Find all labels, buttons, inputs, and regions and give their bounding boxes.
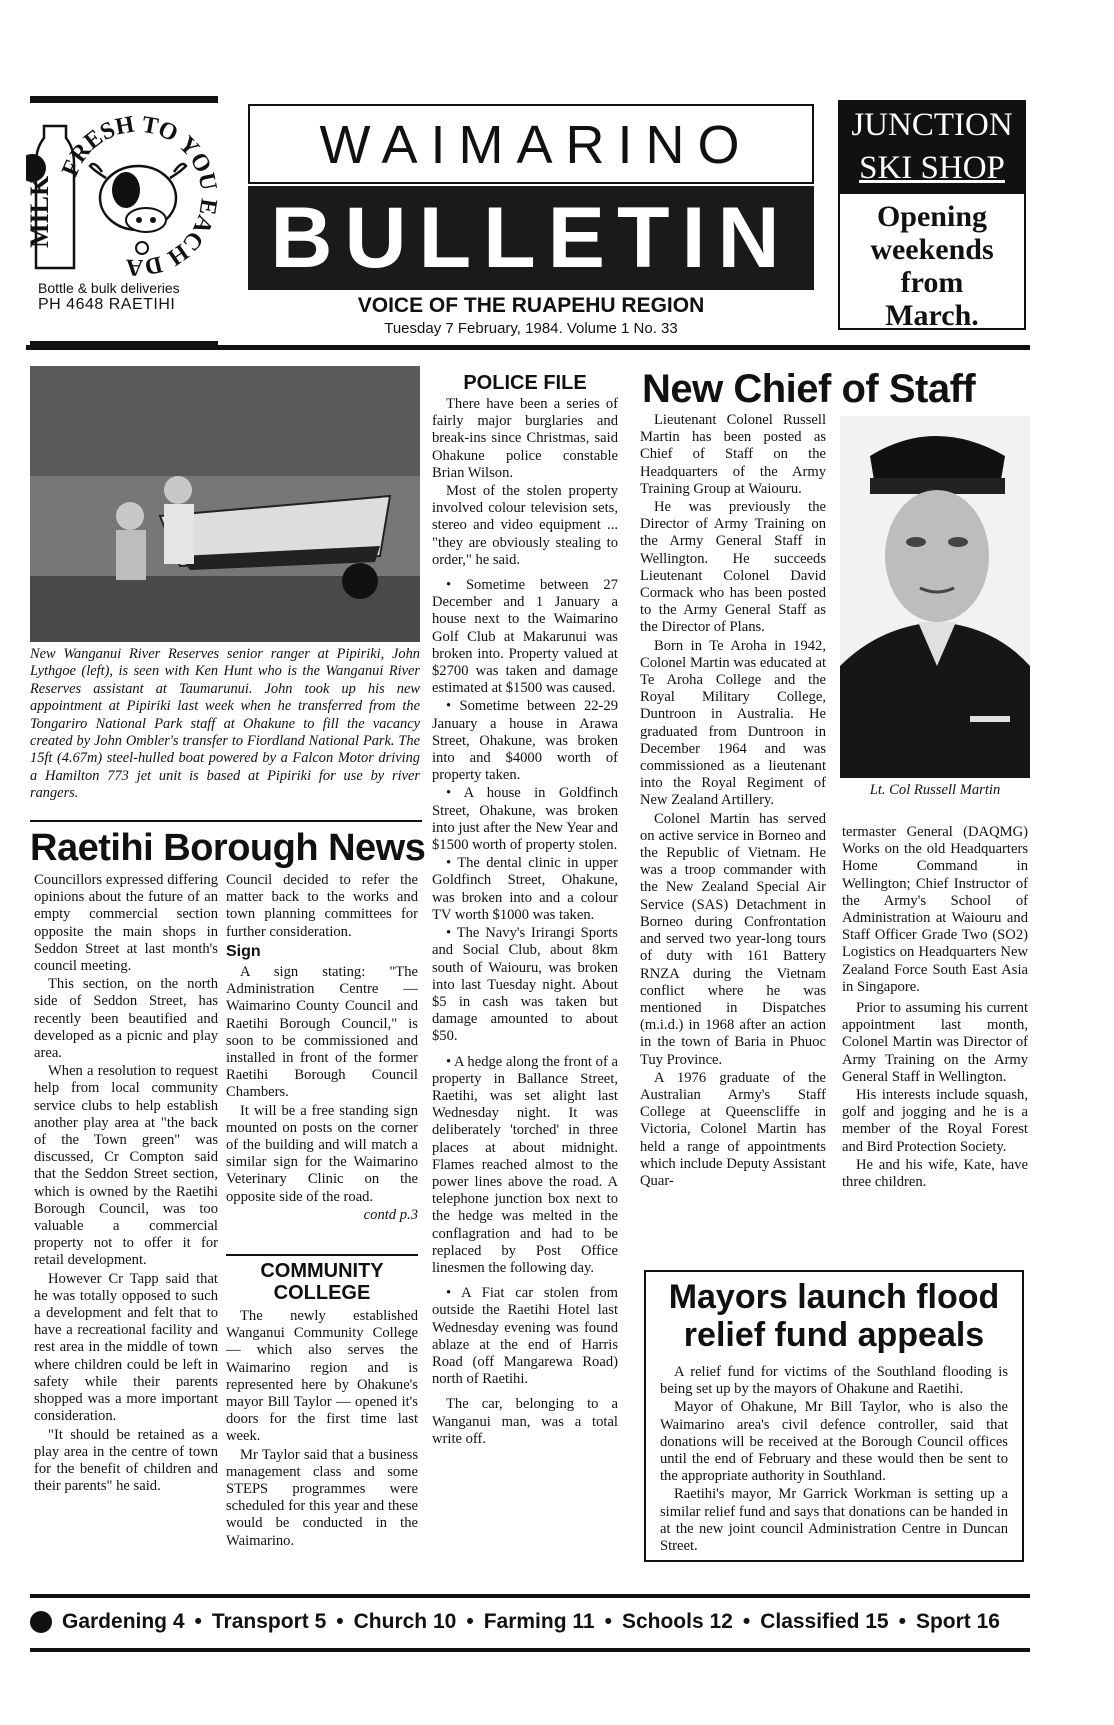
borough-col1-para: "It should be retained as a play area in the centre of town for the benefit of children and their parents" he said. [34,1426,218,1495]
chief-col1-para: A 1976 graduate of the Australian Army's Staff College at Queenscliffe in Victoria, Colonel Martin has held a range of appointments which include Deputy Assistant Quar- [640,1069,826,1189]
borough-news-col2 [226,872,418,1224]
masthead-bottom-rule [26,345,1030,350]
borough-col1-para: Councillors expressed differing opinions about the future of an empty commercial section opposite the main shops in Seddon Street at last month's council meeting. [34,872,218,975]
mayors-flood-relief-box [644,1270,1024,1562]
police-file-body [432,396,618,1449]
index-item-sport[interactable]: Sport 16 [915,1610,1000,1633]
community-college-para: The newly established Wanganui Community College — which also serves the Waimarino region and is represented here by Ohakune's mayor Bill Taylor — opened it's doors for the first time last week. [226,1308,418,1445]
ski-shop-opening-text: Opening weekends from March. [870,200,994,332]
borough-col1-para: However Cr Tapp said that he was totally opposed to such a development and felt that to have a recreational facility and rest area in the middle of town where children could be left in safety while their parents shopped was a more important consideration. [34,1270,218,1425]
milk-ad-line1: Bottle & bulk deliveries [38,280,180,296]
police-para: The car, belonging to a Wanganui man, was a total write off. [432,1396,618,1447]
borough-col2-para: Council decided to refer the matter back to the works and town planning committees for further consideration. [226,872,418,940]
sign-subheading: Sign [226,942,261,960]
milk-delivery-ad [26,108,222,318]
community-college-top-rule [226,1254,418,1256]
index-item-transport[interactable]: Transport 5 [211,1610,327,1633]
police-para: • A house in Goldfinch Street, Ohakune, was broken into just after the New Year and $1500 worth of property stolen. [432,785,618,854]
police-para: • The Navy's Irirangi Sports and Social Club, about 8km south of Waiouru, was broken into last Tuesday night. About $5 in cash was taken but damage amounted to about $50. [432,925,618,1045]
police-para: • Sometime between 27 December and 1 January a house next to the Waimarino Golf Club at Makarunui was broken into. Property valued at $2700 was taken and damage estimated at $1500 was caused. [432,577,618,697]
borough-col1-para: When a resolution to request help from local community service clubs to help establish another play area at "the back of the Town green" was discussed, Cr Compton said that the Seddon Street section, which is owned by the Raetihi Borough Council, was too valuable a commercial property not to offer it for retail development. [34,1063,218,1269]
police-para: • A hedge along the front of a property in Ballance Street, Raetihi, was set alight last Wednesday night. It was deliberately 'torched' in three places at about midnight. Flames reached almost to the power lines above the road. A telephone junction box next to the hedge was melted in the conflagration and had to be replaced by Post Office linesmen the following day. [432,1053,618,1276]
ski-shop-name-block [840,102,1024,194]
boat-photo-scene [30,366,420,642]
masthead-dateline: Tuesday 7 February, 1984. Volume 1 No. 33 [384,320,678,337]
index-separator: • [604,1610,612,1633]
police-para: • The dental clinic in upper Goldfinch Street, Ohakune, was broken into and a colour TV worth $1000 was taken. [432,855,618,923]
chief-col2-para: His interests include squash, golf and jogging and he is a member of the Royal Forest and Bird Protection Society. [842,1087,1028,1155]
chief-col1-para: He was previously the Director of Army Training on the Army General Staff in Wellington. He succeeds Lieutenant Colonel David Cormack who has been posted to the Army General Staff as the Director of Plans. [640,499,826,636]
martin-photo-caption: Lt. Col Russell Martin [869,782,1001,798]
borough-contd: contd p.3 [363,1206,418,1223]
chief-col2-para: termaster General (DAQMG) Works on the old Headquarters Home Command in Wellington; Chief Instructor of the Army's School of Administration at Waiouru and Staff Officer Grade Two (SO2) Logistics on Headquarters New Zealand Force South East Asia in Singapore. [842,824,1028,995]
mayors-para: Raetihi's mayor, Mr Garrick Workman is setting up a similar relief fund and says that donations can be handed in at the new joint council Administration Centre in Duncan Street. [660,1486,1008,1555]
index-bar [30,1604,1030,1640]
index-separator: • [194,1610,202,1633]
milk-ad-phone: PH 4648 RAETIHI [38,296,176,313]
index-separator: • [898,1610,906,1633]
borough-col1-para: This section, on the north side of Seddon Street, has recently been beautified and developed as a picnic and play area. [34,976,218,1062]
boat-photo-caption: New Wanganui River Reserves senior ranger at Pipiriki, John Lythgoe (left), is seen with Ken Hunt who is the Wanganui River Reserves assistant at Taumarunui. John took up his new appointment at Pipiriki last week when he transferred from the Tongariro National Park staff at Ohakune to fill the vacancy created by John Ombler's transfer to Fiordland National Park. The 15ft (4.67m) steel-hulled boat powered by a Falcon Motor driving a Hamilton 773 jet unit is based at Pipiriki for use by river rangers. [30,646,420,802]
index-item-farming[interactable]: Farming 11 [483,1610,595,1633]
milk-word: MILK [26,175,54,248]
milk-bottle-logo [26,108,222,278]
mayors-para: A relief fund for victims of the Southland flooding is being set up by the mayors of Ohakune and Raetihi. [660,1364,1008,1398]
police-file-heading: POLICE FILE [463,372,587,394]
police-para: Most of the stolen property involved colour television sets, stereo and video equipment ... "they are obviously stealing to order," he said. [432,483,618,568]
index-item-classified[interactable]: Classified 15 [760,1610,889,1633]
mayors-body [646,1354,1022,1555]
chief-col1-para: Born in Te Aroha in 1942, Colonel Martin was educated at Te Aroha College and the Royal Military College, Duntroon in Australia. He graduated from Duntroon in December 1964 and was commissioned as a lieutenant into the Royal Regiment of New Zealand Artillery. [640,637,826,809]
police-para: • A Fiat car stolen from outside the Raetihi Hotel last Wednesday evening was found ablaze at the end of Harris Road (off Mangarewa Road) north of Raetihi. [432,1285,618,1388]
mayors-headline-line1: Mayors launch flood [668,1278,1000,1316]
index-item-gardening[interactable]: Gardening 4 [62,1610,185,1633]
junction-ski-shop-ad [838,100,1026,330]
ski-shop-name-line1: JUNCTION [851,107,1013,143]
index-separator: • [742,1610,751,1633]
chief-col1-para: Colonel Martin has served on active service in Borneo and the Republic of Vietnam. He was a troop commander with the New Zealand Special Air Service (SAS) Detachment in Borneo during Confrontation and served two year-long tours of duty with 161 Battery RNZA during the Vietnam conflict where he was mentioned in Dispatches (m.i.d.) in 1968 after an action in the town of Baria in Phuoc Tuy Province. [640,810,826,1068]
mayors-para: Mayor of Ohakune, Mr Bill Taylor, who is also the Waimarino area's civil defence controller, said that donations will be received at the Borough Council offices until the end of February and these would then be sent to the appropriate authority in Southland. [660,1399,1008,1485]
community-college-body [226,1308,418,1551]
borough-news-col1 [34,872,218,1496]
masthead-title-box [248,104,814,184]
chief-col1 [640,412,826,1191]
masthead-title-banner [248,186,814,290]
community-college-para: Mr Taylor said that a business management class and some STEPS programmes were scheduled for this year and these would be conducted in the Waimarino. [226,1446,418,1549]
masthead-title-bottom: BULLETIN [270,190,792,286]
mayors-headline-line2: relief fund appeals [683,1316,985,1354]
index-separator: • [466,1610,474,1633]
mayors-headline [646,1278,1022,1354]
borough-news-headline: Raetihi Borough News [30,827,426,869]
community-college-heading-line1: COMMUNITY [260,1260,384,1282]
community-college-heading-line2: COLLEGE [273,1282,371,1304]
chief-col2-para: He and his wife, Kate, have three children. [842,1156,1028,1191]
martin-portrait-photo [840,416,1030,778]
police-para: There have been a series of fairly major burglaries and break-ins since Christmas, said Ohakune police constable Brian Wilson. [432,396,618,481]
chief-col2-para: Prior to assuming his current appointment last month, Colonel Martin was Director of Army Training on the Army General Staff in Wellington. [842,1000,1028,1085]
police-para: • Sometime between 22-29 January a house in Arawa Street, Ohakune, was broken into and $4000 worth of property taken. [432,698,618,784]
index-item-schools[interactable]: Schools 12 [621,1610,733,1633]
chief-col1-para: Lieutenant Colonel Russell Martin has been posted as Chief of Staff on the Headquarters of the Army Training Group at Waiouru. [640,412,826,497]
index-item-church[interactable]: Church 10 [353,1610,457,1633]
community-college-heading [226,1260,418,1304]
masthead-title-top: WAIMARINO [319,115,753,175]
chief-col2 [842,824,1028,1192]
masthead-tagline: VOICE OF THE RUAPEHU REGION [357,294,705,317]
index-separator: • [336,1610,344,1633]
milk-slogan: FRESH TO YOU EACH DA [57,111,222,278]
boat-photo [30,366,420,642]
index-bar-bottom-rule [30,1648,1030,1652]
martin-portrait [840,416,1030,778]
index-bar-top-rule [30,1594,1030,1598]
chief-of-staff-headline: New Chief of Staff [642,367,976,411]
masthead-rule-left-top [30,96,218,103]
sign-para: A sign stating: "The Administration Centre — Waimarino County Council and Raetihi Borough Council," is soon to be commissioned and installed in front of the former Raetihi Borough Council Chambers. [226,964,418,1101]
ski-shop-name-line2: SKI SHOP [859,150,1005,186]
borough-news-top-rule [30,820,422,822]
index-bar-bullet-lead [30,1611,52,1633]
sign-para: It will be a free standing sign mounted on posts on the corner of the building and will match a similar sign for the Waimarino Veterinary Clinic on the opposite side of the road. [226,1102,418,1205]
